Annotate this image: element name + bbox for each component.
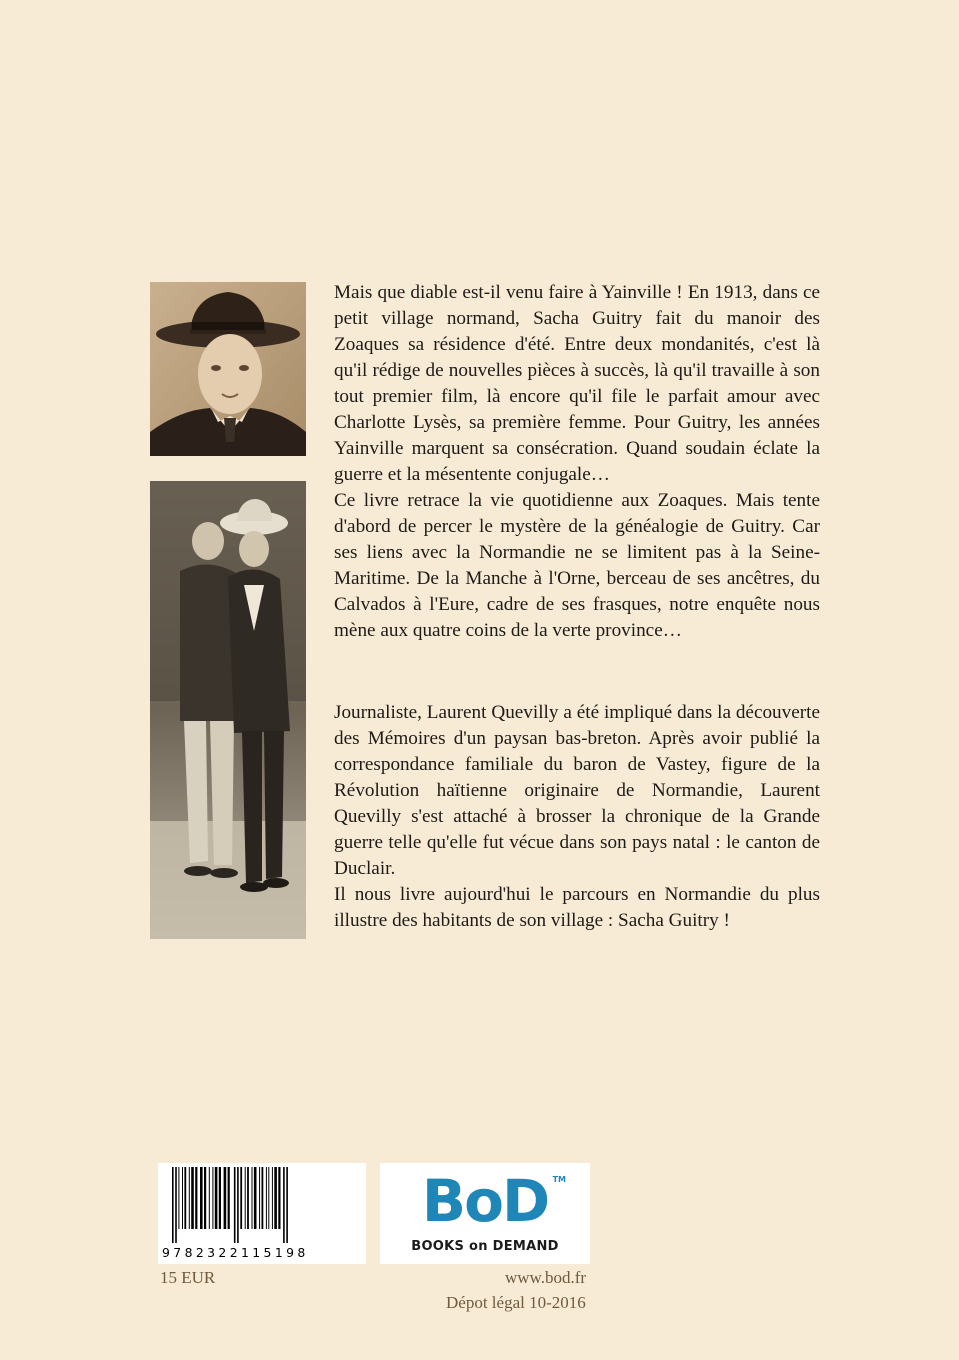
barcode-bar xyxy=(262,1167,264,1229)
barcode-bar xyxy=(266,1167,267,1229)
barcode-bar xyxy=(252,1167,253,1229)
barcode-bar xyxy=(215,1167,218,1229)
barcode-bar xyxy=(191,1167,194,1229)
publisher-logo xyxy=(380,1163,590,1264)
barcode-bar xyxy=(178,1167,179,1229)
barcode-bar xyxy=(268,1167,269,1229)
barcode-bars xyxy=(166,1167,358,1243)
barcode-bar xyxy=(234,1167,236,1243)
barcode-bar xyxy=(254,1167,257,1229)
blurb-paragraph: Ce livre retrace la vie quotidienne aux Zoaques. Mais tente d'abord de percer le mystère de la généalogie de Guitry. Car ses liens avec la Normandie ne se limitent pas à la Seine-Maritime. De la Manche à l'Orne, berceau de ses ancêtres, du Calvados à l'Eure, cadre de ses frasques, notre enquête nous mène aux quatre coins de la verte province… xyxy=(334,490,820,641)
author-bio-paragraph: Il nous livre aujourd'hui le parcours en Normandie du plus illustre des habitants de son village : Sacha Guitry ! xyxy=(334,884,820,931)
barcode-bar xyxy=(228,1167,230,1229)
publisher-subtitle: BOOKS on DEMAND xyxy=(411,1239,559,1254)
bod-logo-mark: BoD xyxy=(421,1167,549,1235)
barcode-bar xyxy=(212,1167,213,1229)
couple-photo xyxy=(150,481,306,939)
back-cover-blurb xyxy=(334,280,820,644)
barcode-bar xyxy=(200,1167,203,1229)
blurb-paragraph: Mais que diable est-il venu faire à Yainville ! En 1913, dans ce petit village normand, Sacha Guitry fait du manoir des Zoaques sa résidence d'été. Entre deux mondanités, c'est là qu'il rédige de nouvelles pièces à succès, là qu'il travaille à son tout premier film, là encore qu'il file le parfait amour avec Charlotte Lysès, sa première femme. Pour Guitry, les années Yainville marquent sa consécration. Quand soudain éclate la guerre et la mésentente conjugale… xyxy=(334,282,820,485)
barcode-bar xyxy=(189,1167,190,1229)
barcode-bar xyxy=(283,1167,285,1243)
barcode-bar xyxy=(245,1167,246,1229)
barcode-bar xyxy=(172,1167,174,1243)
price: 15 EUR xyxy=(160,1268,216,1287)
barcode-bar xyxy=(204,1167,206,1229)
author-bio xyxy=(334,700,820,934)
isbn-barcode xyxy=(158,1163,366,1264)
portrait-photo-guitry xyxy=(150,282,306,456)
barcode-bar xyxy=(274,1167,277,1229)
barcode-bar xyxy=(286,1167,288,1243)
legal-deposit: Dépot légal 10-2016 xyxy=(446,1293,586,1312)
author-bio-paragraph: Journaliste, Laurent Quevilly a été impliqué dans la découverte des Mémoires d'un paysan bas-breton. Après avoir publié la correspondance familiale du baron de Vastey, figure de la Révolution haïtienne originaire de Normandie, Laurent Quevilly s'est attaché à brosser la chronique de la Grande guerre telle qu'elle fut vécue dans son pays natal : le canton de Duclair. xyxy=(334,702,820,879)
barcode-bar xyxy=(182,1167,183,1229)
trademark-symbol: TM xyxy=(552,1175,566,1184)
barcode-bar xyxy=(247,1167,249,1229)
barcode-bar xyxy=(237,1167,239,1243)
barcode-bar xyxy=(272,1167,273,1229)
barcode-bar xyxy=(195,1167,197,1229)
barcode-bar xyxy=(240,1167,242,1229)
barcode-bar xyxy=(224,1167,227,1229)
barcode-bar xyxy=(259,1167,260,1229)
barcode-bar xyxy=(209,1167,210,1229)
publisher-website[interactable]: www.bod.fr xyxy=(505,1268,587,1287)
barcode-bar xyxy=(219,1167,221,1229)
isbn-number: 9782322115198 xyxy=(162,1245,309,1260)
barcode-bar xyxy=(175,1167,177,1243)
barcode-bar xyxy=(184,1167,186,1229)
barcode-bar xyxy=(278,1167,280,1229)
